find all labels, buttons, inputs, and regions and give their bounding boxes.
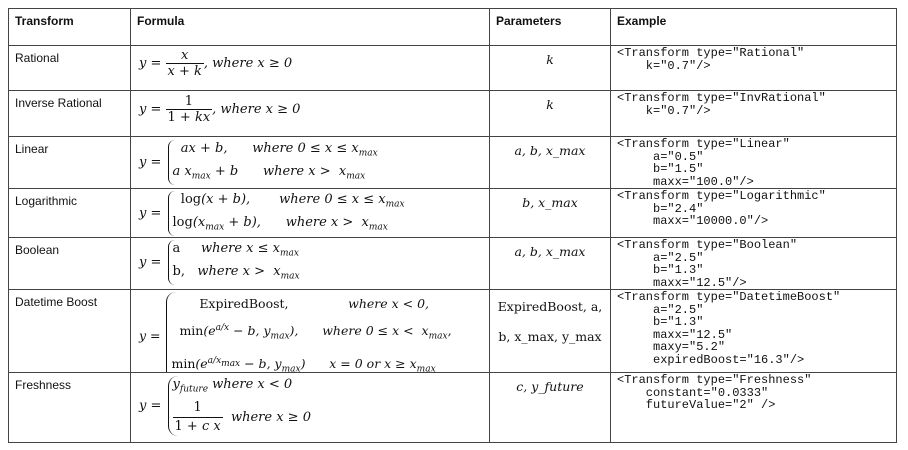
example-code: <Transform type="Logarithmic" b="2.4" maxx="10000.0"/> <box>611 189 897 238</box>
parameters-cell: a, b, x_max <box>490 137 611 189</box>
header-example: Example <box>611 9 897 46</box>
parameters-cell: k <box>490 46 611 91</box>
header-transform: Transform <box>9 9 131 46</box>
formula-rational: y = $\frac{x}{x + k}$ , where x ≥ 0 <box>139 48 293 79</box>
example-code: <Transform type="InvRational" k="0.7"/> <box>611 91 897 137</box>
formula-cell <box>131 290 490 373</box>
parameters-cell: ExpiredBoost, a, b, x_max, y_max <box>490 290 611 373</box>
table-row <box>9 238 897 290</box>
header-parameters: Parameters <box>490 9 611 46</box>
parameters-cell: k <box>490 91 611 137</box>
formula-cell <box>131 46 490 91</box>
table-row <box>9 137 897 189</box>
parameters-cell: a, b, x_max <box>490 238 611 290</box>
transform-name: Inverse Rational <box>9 91 131 137</box>
table-row <box>9 91 897 137</box>
formula-logarithmic: y = log(x + b), where $0 \le x \le x_{max}$ $\log(x_{max} + b)$, where $x > x_{max}$ <box>139 191 405 236</box>
table-row <box>9 46 897 91</box>
transform-name: Freshness <box>9 373 131 443</box>
transform-name: Datetime Boost <box>9 290 131 373</box>
example-code: <Transform type="Freshness" constant="0.0333" futureValue="2" /> <box>611 373 897 443</box>
parameters-cell: b, x_max <box>490 189 611 238</box>
parameters-cell: c, y_future <box>490 373 611 443</box>
formula-freshness: y = $y_{future}$ where x < 0 $\frac{1}{\text{1 + c x}}$ where x ≥ 0 <box>139 377 311 434</box>
header-formula: Formula <box>131 9 490 46</box>
example-code: <Transform type="Linear" a="0.5" b="1.5" maxx="100.0"/> <box>611 137 897 189</box>
table-row <box>9 373 897 443</box>
example-code: <Transform type="DatetimeBoost" a="2.5" b="1.3" maxx="12.5" maxy="5.2" expiredBoost="16.3"/> <box>611 290 897 373</box>
example-code: <Transform type="Boolean" a="2.5" b="1.3" maxx="12.5"/> <box>611 238 897 290</box>
formula-cell <box>131 91 490 137</box>
transform-table <box>8 8 897 443</box>
transform-name: Linear <box>9 137 131 189</box>
formula-cell <box>131 137 490 189</box>
transform-name: Rational <box>9 46 131 91</box>
formula-linear: y = ax + b, where $0 \le x \le x_{max}$ a $x_{max} + b$ where $x > x_{max}$ <box>139 140 378 185</box>
transform-name: Boolean <box>9 238 131 290</box>
formula-cell <box>131 373 490 443</box>
formula-cell <box>131 238 490 290</box>
formula-datetime-boost: y = ExpiredBoost, where x < 0, $\min(e^{a/x} - b$, $y_{max}$), where $0 \le x < x_{max}$, $\min(e^{a/x_{max}} - b$, $y_{max}$) x = 0 or $x \ge x_{max}$ <box>139 292 452 373</box>
table-row <box>9 189 897 238</box>
table-row <box>9 290 897 373</box>
formula-cell <box>131 189 490 238</box>
formula-boolean: y = a where $x \le x_{max}$ b, where $x > x_{max}$ <box>139 240 300 285</box>
header-row <box>9 9 897 46</box>
example-code: <Transform type="Rational" k="0.7"/> <box>611 46 897 91</box>
transform-name: Logarithmic <box>9 189 131 238</box>
formula-inverse-rational: y = $\frac{1}{1 + kx}$ , where x ≥ 0 <box>139 94 301 125</box>
